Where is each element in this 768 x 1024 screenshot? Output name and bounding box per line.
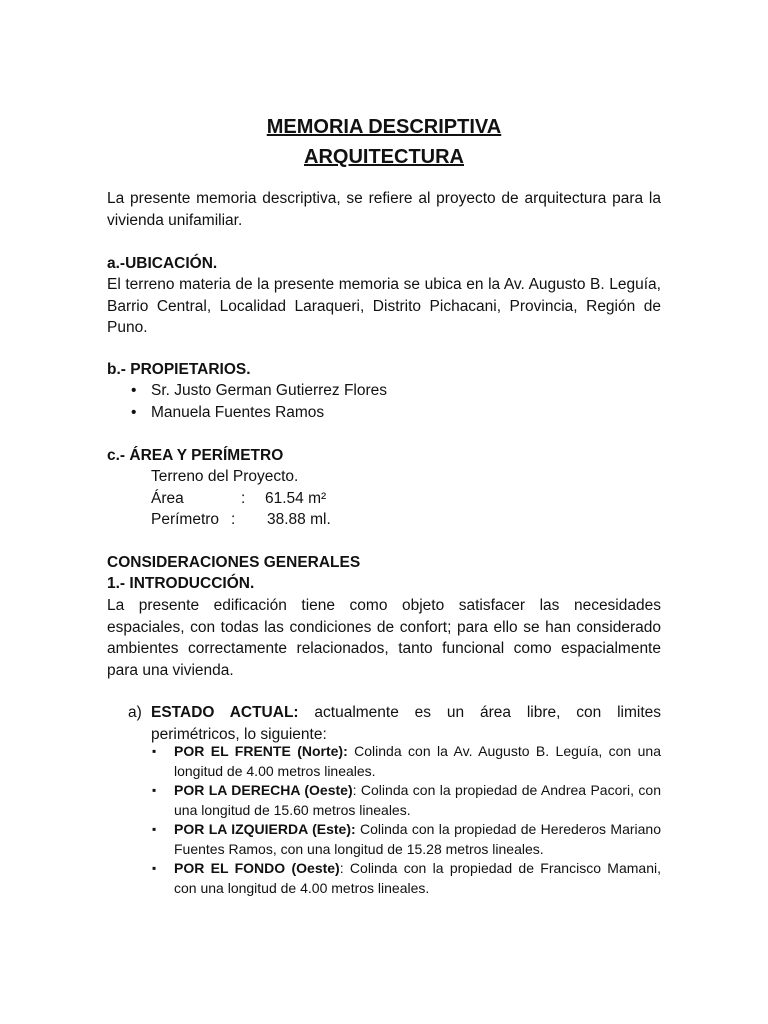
estado-text: ESTADO ACTUAL: actualmente es un área libre, con limites perimétricos, lo siguiente: (151, 704, 661, 743)
consideraciones-heading: CONSIDERACIONES GENERALES (107, 554, 361, 571)
terreno-subtitle: Terreno del Proyecto. (151, 468, 299, 485)
list-item: ▪ POR LA DERECHA (Oeste): Colinda con la propiedad de Andrea Pacori, con una longitud de 15.60 metros lineales. (152, 782, 661, 818)
square-bullet-icon: ▪ (152, 744, 157, 758)
document-subtitle: ARQUITECTURA (304, 146, 464, 168)
square-bullet-icon: ▪ (152, 822, 157, 836)
estado-marker: a) (128, 704, 142, 721)
document-title: MEMORIA DESCRIPTIVA (266, 116, 502, 138)
introduccion-heading: 1.- INTRODUCCIÓN. (107, 575, 255, 592)
estado-actual (128, 702, 661, 745)
list-item: • Sr. Justo German Gutierrez Flores (107, 380, 661, 402)
area-perimetro-heading: c.- ÁREA Y PERÍMETRO (107, 447, 284, 464)
area-perimetro-block (107, 466, 661, 531)
perimetro-row: Perímetro : 38.88 ml. (151, 511, 331, 528)
ubicacion-heading: a.-UBICACIÓN. (107, 255, 218, 272)
introduccion-paragraph: La presente edificación tiene como objeto satisfacer las necesidades espaciales, con todas las condiciones de confort; para ello se han considerado ambientes correctamente relacionados, tanto funcional como espacialmente para una vivienda. (107, 597, 661, 679)
intro-paragraph: La presente memoria descriptiva, se refiere al proyecto de arquitectura para la vivienda unifamiliar. (107, 190, 661, 229)
bullet-icon: • (131, 382, 137, 399)
limites-list (152, 742, 661, 898)
square-bullet-icon: ▪ (152, 861, 157, 875)
square-bullet-icon: ▪ (152, 783, 157, 797)
list-item: ▪ POR LA IZQUIERDA (Este): Colinda con la propiedad de Herederos Mariano Fuentes Ramos, con una longitud de 15.28 metros lineales. (152, 821, 661, 857)
estado-label: ESTADO ACTUAL: (151, 704, 299, 721)
propietarios-list (107, 380, 661, 423)
list-item: ▪ POR EL FRENTE (Norte): Colinda con la Av. Augusto B. Leguía, con una longitud de 4.00 metros lineales. (152, 743, 661, 779)
ubicacion-paragraph: El terreno materia de la presente memoria se ubica en la Av. Augusto B. Leguía, Barrio Central, Localidad Laraqueri, Distrito Pichacani, Provincia, Región de Puno. (107, 276, 661, 336)
propietarios-heading: b.- PROPIETARIOS. (107, 361, 251, 378)
bullet-icon: • (131, 403, 137, 421)
area-row: Área : 61.54 m² (151, 489, 327, 507)
list-item: • Manuela Fuentes Ramos (107, 402, 661, 424)
list-item: ▪ POR EL FONDO (Oeste): Colinda con la propiedad de Francisco Mamani, con una longitud de 4.00 metros lineales. (152, 860, 661, 896)
